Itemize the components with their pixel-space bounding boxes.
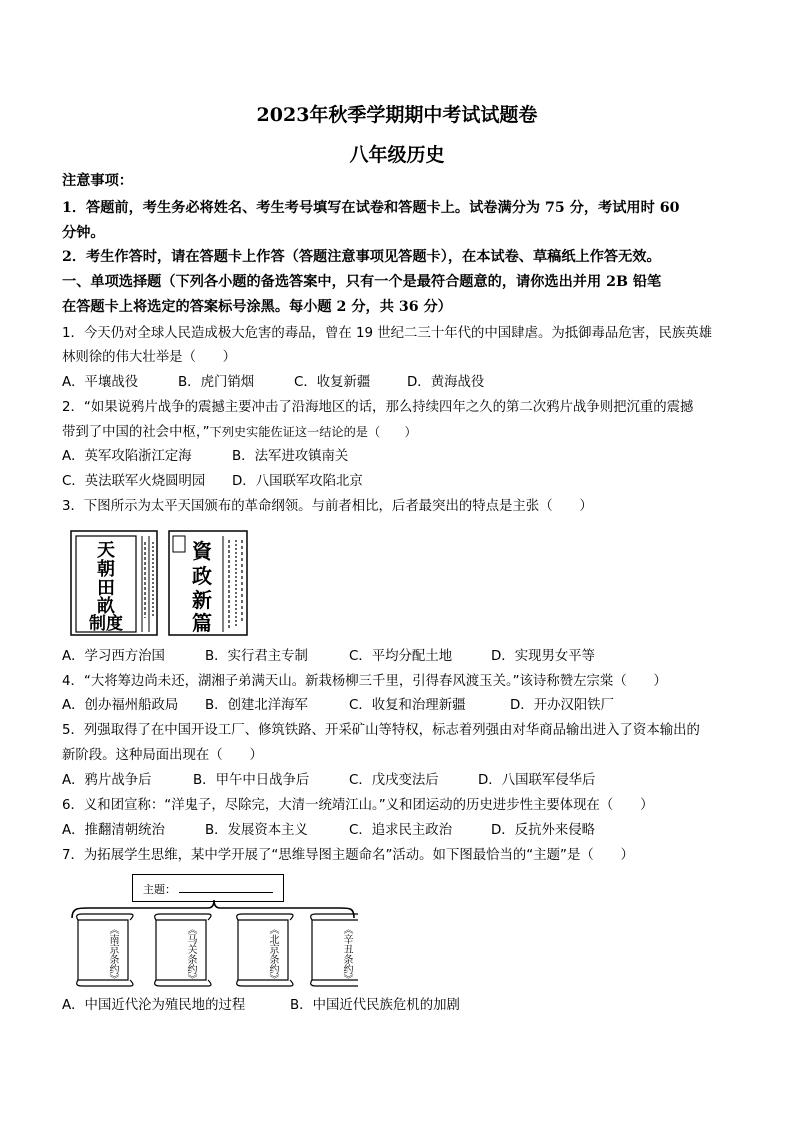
q5-option-c: C．戊戌变法后 xyxy=(349,773,439,788)
book1-char-3: 田 xyxy=(97,578,115,599)
q5-stem-line-1: 5．列强取得了在中国开设工厂、修筑铁路、开采矿山等特权，标志着列强由对华商品输出进入了资本输出的 xyxy=(62,723,700,738)
q1-option-c: C．收复新疆 xyxy=(294,375,371,390)
book2-char-2: 政 xyxy=(192,564,212,588)
q4-option-a: A．创办福州船政局 xyxy=(62,698,179,713)
q3-stem: 3．下图所示为太平天国颁布的革命纲领。与前者相比，后者最突出的特点是主张（ ） xyxy=(62,499,593,514)
q7-option-b: B．中国近代民族危机的加剧 xyxy=(290,998,460,1013)
exam-title: 2023年秋季学期期中考试试题卷 xyxy=(256,104,538,126)
q2-stem-line-2 xyxy=(62,423,417,442)
q7-option-a: A．中国近代沦为殖民地的过程 xyxy=(62,998,246,1013)
q2-stem-line-1: 2．“如果说鸦片战争的震撼主要冲击了沿海地区的话，那么持续四年之久的第二次鸦片战争则把沉重的震撼 xyxy=(62,400,694,415)
scroll-beijing-treaty: 《北京条约》 xyxy=(267,924,278,984)
book1-char-2: 朝 xyxy=(97,559,115,580)
q1-option-d: D．黄海战役 xyxy=(407,375,485,390)
notice-heading: 注意事项： xyxy=(62,173,133,189)
exam-subject: 八年级历史 xyxy=(349,144,445,166)
scroll-maguan-treaty: 《马关条约》 xyxy=(185,924,196,984)
q7-stem: 7．为拓展学生思维，某中学开展了“思维导图主题命名”活动。如下图最恰当的“主题”是（ ） xyxy=(62,848,634,863)
q5-stem-line-2: 新阶段。这种局面出现在（ ） xyxy=(62,748,263,763)
book1-char-4: 畝 xyxy=(97,596,115,617)
q1-option-b: B．虎门销烟 xyxy=(178,375,255,390)
q6-option-c: C．追求民主政治 xyxy=(349,823,453,838)
book1-char-1: 天 xyxy=(97,540,115,561)
q1-option-a: A．平壤战役 xyxy=(62,375,139,390)
section-1-heading-line-1: 一、单项选择题（下列各小题的备选答案中，只有一个是最符合题意的，请你选出并用 2B 铅笔 xyxy=(62,274,662,290)
scroll-nanjing-treaty: 《南京条约》 xyxy=(107,924,118,984)
q3-option-b: B．实行君主专制 xyxy=(205,649,308,664)
q6-stem: 6．义和团宣称：“洋鬼子，尽除完，大清一统靖江山。”义和团运动的历史进步性主要体现在（ ） xyxy=(62,798,654,813)
book-cover-tianchao-tianmu xyxy=(70,528,158,636)
q2-question: 下列史实能佐证这一结论的是（ ） xyxy=(209,425,417,439)
q2-option-d: D．八国联军攻陷北京 xyxy=(232,474,363,489)
mindmap-topic-label: 主题： xyxy=(143,883,176,896)
book2-char-3: 新 xyxy=(192,588,212,612)
book-cover-zizheng-xinpian xyxy=(168,528,248,636)
notice-item-1-line-1: 1．答题前，考生务必将姓名、考生考号填写在试卷和答题卡上。试卷满分为 75 分，考试用时 60 xyxy=(62,200,680,216)
q5-option-a: A．鸦片战争后 xyxy=(62,773,152,788)
q3-option-c: C．平均分配土地 xyxy=(349,649,453,664)
q3-option-d: D．实现男女平等 xyxy=(491,649,596,664)
mindmap-topic-blank xyxy=(179,892,273,893)
scroll-xinchou-treaty: 《辛丑条约》 xyxy=(341,924,352,984)
q6-option-a: A．推翻清朝统治 xyxy=(62,823,165,838)
notice-item-2: 2．考生作答时，请在答题卡上作答（答题注意事项见答题卡），在本试卷、草稿纸上作答无效。 xyxy=(62,249,661,265)
q6-option-b: B．发展资本主义 xyxy=(205,823,308,838)
book2-char-1: 資 xyxy=(192,539,212,563)
q1-stem-line-2: 林则徐的伟大壮举是（ ） xyxy=(62,350,237,365)
q5-option-d: D．八国联军侵华后 xyxy=(478,773,596,788)
q2-option-b: B．法军进攻镇南关 xyxy=(232,449,349,464)
q2-option-c: C．英法联军火烧圆明园 xyxy=(62,474,206,489)
q3-option-a: A．学习西方治国 xyxy=(62,649,165,664)
book1-char-5: 制度 xyxy=(89,614,123,634)
mindmap-topic-box xyxy=(132,874,284,902)
q2-option-a: A．英军攻陷浙江定海 xyxy=(62,449,192,464)
q4-option-b: B．创建北洋海军 xyxy=(205,698,308,713)
notice-item-1-line-2: 分钟。 xyxy=(62,225,105,241)
section-1-heading-line-2: 在答题卡上将选定的答案标号涂黑。每小题 2 分，共 36 分） xyxy=(62,299,452,315)
q5-option-b: B．甲午中日战争后 xyxy=(193,773,310,788)
q4-option-c: C．收复和治理新疆 xyxy=(349,698,466,713)
q1-stem-line-1: 1．今天仍对全球人民造成极大危害的毒品，曾在 19 世纪二三十年代的中国肆虐。为抵御毒品危害，民族英雄 xyxy=(62,326,713,341)
q4-stem: 4．“大将筹边尚未还，湖湘子弟满天山。新栽杨柳三千里，引得春风渡玉关。”该诗称赞左宗棠（ ） xyxy=(62,674,667,689)
q2-quote-end: 带到了中国的社会中枢，” xyxy=(62,425,210,440)
q4-option-d: D．开办汉阳铁厂 xyxy=(510,698,615,713)
q6-option-d: D．反抗外来侵略 xyxy=(491,823,596,838)
book2-char-4: 篇 xyxy=(192,611,212,635)
